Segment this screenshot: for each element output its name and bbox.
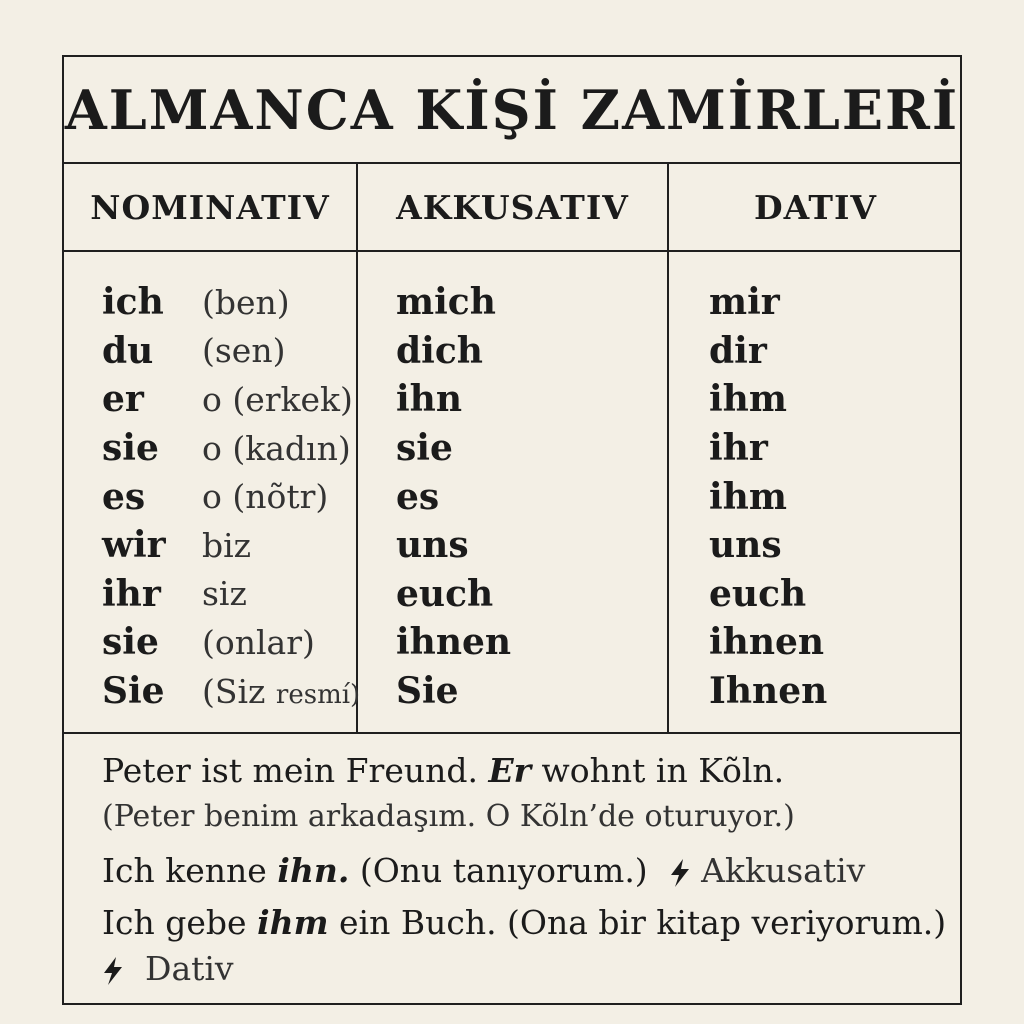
example-text: Ich gebe: [102, 903, 258, 942]
divider: [64, 732, 960, 734]
translation: (sen): [202, 331, 286, 371]
translation-main: (Siz: [202, 671, 266, 711]
example-sentence: [102, 851, 866, 890]
example-text: wohnt in Kõln.: [531, 751, 785, 790]
translation: (ben): [202, 282, 290, 322]
pronoun: er: [102, 378, 144, 421]
translation: (onlar): [202, 622, 315, 662]
translation: o (erkek): [202, 379, 353, 419]
table-row: [102, 618, 360, 667]
header-akkusativ: AKKUSATIV: [396, 187, 629, 227]
dativ-form: ihnen: [709, 621, 825, 664]
example-highlight: ihn.: [277, 851, 350, 890]
akkusativ-form: dich: [396, 329, 483, 372]
akkusativ-form: ihnen: [396, 621, 512, 664]
akkusativ-form: uns: [396, 524, 469, 567]
table-row: [102, 278, 360, 327]
case-label: Dativ: [144, 949, 234, 988]
pronoun: Sie: [102, 670, 165, 713]
dativ-form: Ihnen: [709, 670, 828, 713]
akkusativ-form: euch: [396, 572, 494, 615]
translation: [202, 672, 360, 711]
akkusativ-form: ihn: [396, 378, 463, 421]
table-body: [64, 252, 960, 734]
example-sentence: [102, 903, 947, 942]
example-highlight: ihm: [257, 903, 329, 942]
translation: o (nõtr): [202, 477, 329, 517]
pronoun-table: [62, 55, 962, 1005]
akkusativ-form: sie: [396, 427, 453, 470]
pronoun: sie: [102, 621, 159, 664]
dativ-column: [709, 278, 869, 715]
example-translation: (Peter benim arkadaşım. O Kõln’de oturuyor.): [102, 799, 795, 834]
dativ-form: euch: [709, 572, 807, 615]
pronoun: wir: [102, 524, 166, 567]
example-text: Peter ist mein Freund.: [102, 751, 489, 790]
example-text: ein Buch. (Ona bir kitap veriyorum.): [328, 903, 947, 942]
pronoun: du: [102, 329, 154, 372]
translation: biz: [202, 525, 252, 565]
pronoun: es: [102, 475, 146, 518]
nominativ-column: [102, 278, 360, 715]
translation-small: resmí): [275, 679, 361, 710]
pronoun: ihr: [102, 572, 161, 615]
lightning-icon: [669, 859, 691, 887]
header-row: [64, 164, 960, 252]
akkusativ-form: Sie: [396, 670, 459, 713]
dativ-form: uns: [709, 524, 782, 567]
akkusativ-form: mich: [396, 281, 496, 324]
dativ-form: ihm: [709, 378, 787, 421]
table-row: [102, 667, 360, 716]
example-highlight: Er: [488, 751, 532, 790]
table-row: [102, 472, 360, 521]
translation: siz: [202, 574, 247, 614]
page-title: ALMANCA KİŞİ ZAMİRLERİ: [64, 57, 960, 164]
translation: o (kadın): [202, 428, 351, 468]
example-text: (Onu tanıyorum.): [349, 851, 648, 890]
dativ-form: mir: [709, 281, 780, 324]
dativ-form: ihm: [709, 475, 787, 518]
header-dativ: DATIV: [753, 187, 877, 227]
table-row: [102, 570, 360, 619]
case-label: Akkusativ: [701, 851, 866, 890]
pronoun: sie: [102, 427, 159, 470]
akkusativ-column: [396, 278, 512, 715]
lightning-icon: [102, 957, 124, 985]
akkusativ-form: es: [396, 475, 440, 518]
table-row: [102, 424, 360, 473]
example-sentence: [102, 751, 785, 790]
dativ-form: ihr: [709, 427, 768, 470]
pronoun: ich: [102, 281, 164, 324]
table-row: [102, 327, 360, 376]
dativ-form: dir: [709, 329, 767, 372]
table-row: [102, 521, 360, 570]
header-nominativ: NOMINATIV: [90, 187, 330, 227]
table-row: [102, 375, 360, 424]
case-note: [102, 949, 234, 988]
example-text: Ich kenne: [102, 851, 278, 890]
